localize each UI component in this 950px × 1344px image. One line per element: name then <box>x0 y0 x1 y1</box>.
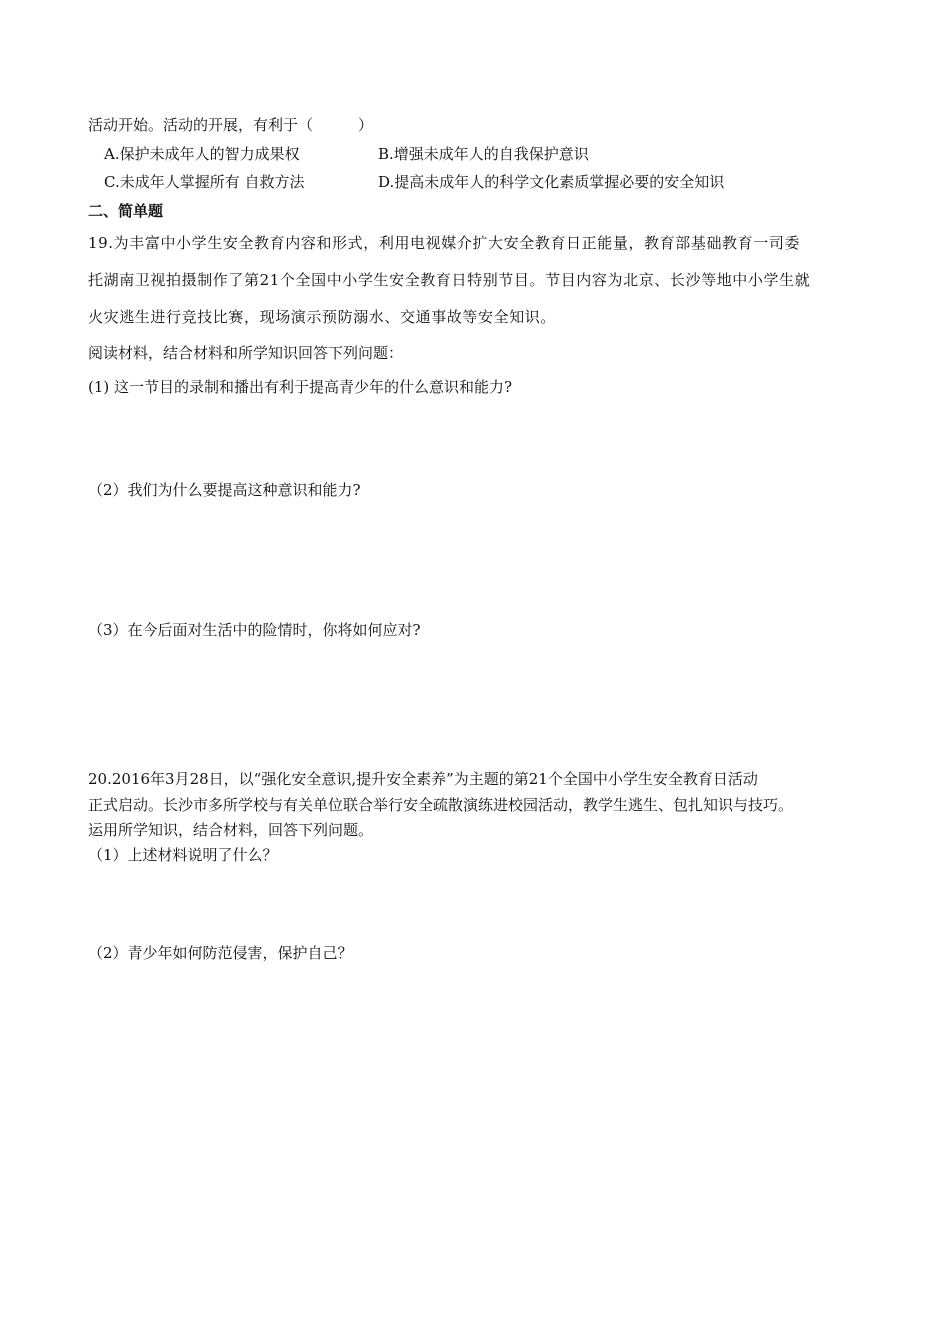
q20-sub-question-1: （1）上述材料说明了什么？ <box>88 846 278 864</box>
option-c: C.未成年人掌握所有 自救方法 <box>104 173 305 191</box>
option-d: D.提高未成年人的科学文化素质掌握必要的安全知识 <box>378 173 725 191</box>
q19-instruction: 阅读材料，结合材料和所学知识回答下列问题： <box>88 344 404 362</box>
q19-material-line-1: 19.为丰富中小学生安全教育内容和形式，利用电视媒介扩大安全教育日正能量，教育部基础教育一司委 <box>88 234 801 252</box>
mc-stem-tail: 活动开始。活动的开展，有利于（ ） <box>88 116 374 134</box>
option-a: A.保护未成年人的智力成果权 <box>104 145 300 163</box>
q19-sub-question-3: （3）在今后面对生活中的险情时，你将如何应对? <box>88 621 421 639</box>
q20-material-line-1: 20.2016年3月28日，以“强化安全意识,提升安全素养”为主题的第21个全国中小学生安全教育日活动 <box>88 770 758 788</box>
q19-sub-question-1: (1) 这一节目的录制和播出有利于提高青少年的什么意识和能力? <box>88 378 513 396</box>
q20-material-line-2: 正式启动。长沙市多所学校与有关单位联合举行安全疏散演练进校园活动，教学生逃生、包扎知识与技巧。 <box>88 796 794 814</box>
option-b: B.增强未成年人的自我保护意识 <box>378 145 589 163</box>
section-heading: 二、简单题 <box>88 202 164 220</box>
q19-material-line-2: 托湖南卫视拍摄制作了第21个全国中小学生安全教育日特别节目。节目内容为北京、长沙等地中小学生就 <box>88 271 811 289</box>
q19-material-line-3: 火灾逃生进行竞技比赛，现场演示预防溺水、交通事故等安全知识。 <box>88 308 557 326</box>
q20-sub-question-2: （2）青少年如何防范侵害，保护自己？ <box>88 944 353 962</box>
q19-sub-question-2: （2）我们为什么要提高这种意识和能力? <box>88 481 361 499</box>
q20-material-line-3: 运用所学知识，结合材料，回答下列问题。 <box>88 821 374 839</box>
